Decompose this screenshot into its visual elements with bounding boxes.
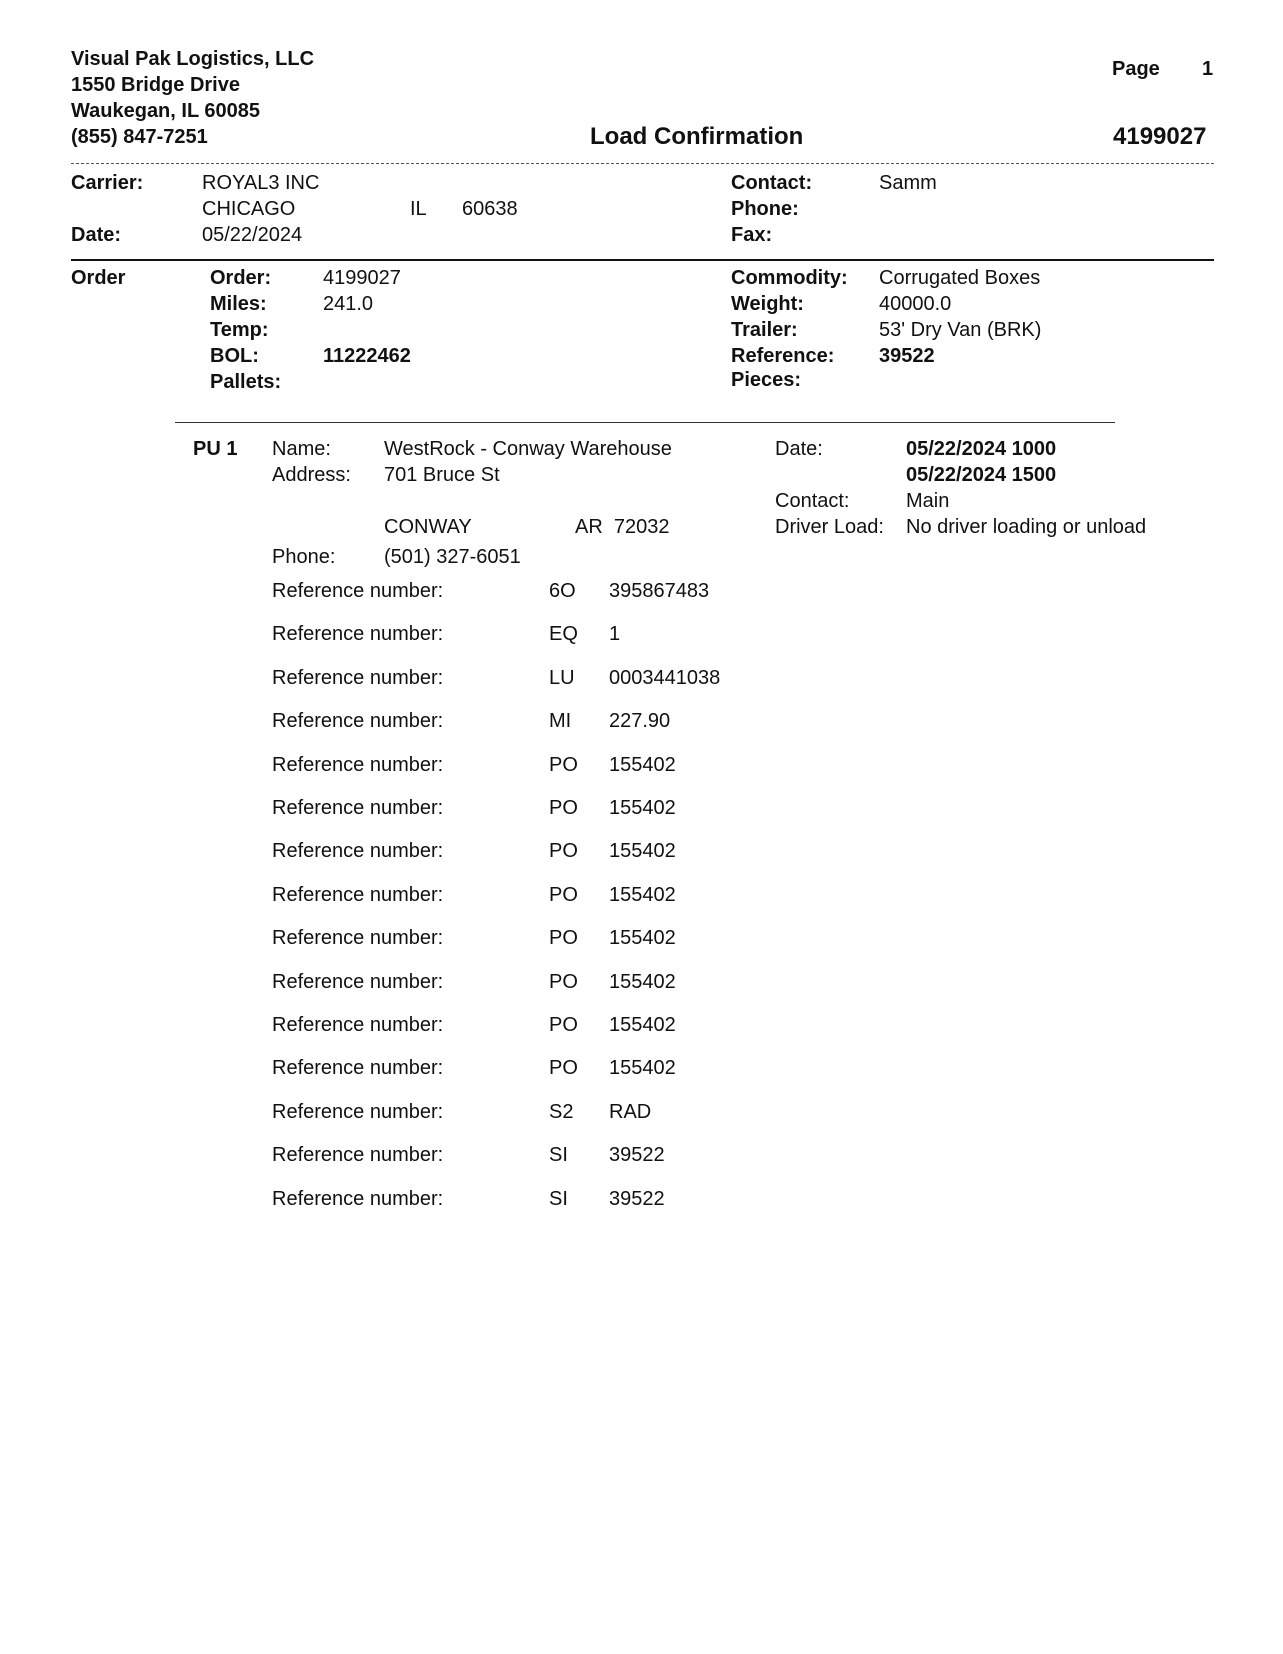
reference-row-value: 155402	[609, 1057, 676, 1079]
reference-row-label: Reference number:	[272, 884, 444, 906]
driver-load-value: No driver loading or unload	[906, 516, 1147, 538]
reference-row-label: Reference number:	[272, 754, 444, 776]
pickup-contact-label: Contact:	[775, 490, 850, 512]
reference-row-code: PO	[549, 797, 578, 819]
reference-row-code: LU	[549, 667, 575, 689]
reference-row-code: PO	[549, 840, 578, 862]
pickup-name-label: Name:	[272, 438, 331, 460]
commodity-value: Corrugated Boxes	[879, 267, 1041, 289]
reference-row-value: 155402	[609, 754, 676, 776]
reference-row-code: SI	[549, 1188, 568, 1210]
reference-row-code: SI	[549, 1144, 568, 1166]
reference-row-label: Reference number:	[272, 580, 444, 602]
reference-row-label: Reference number:	[272, 1014, 444, 1036]
page-number: 1	[1202, 58, 1214, 80]
pickup-name: WestRock - Conway Warehouse	[384, 438, 672, 460]
reference-row-code: PO	[549, 754, 578, 776]
trailer-label: Trailer:	[731, 319, 798, 341]
reference-row-label: Reference number:	[272, 1188, 444, 1210]
reference-row-code: S2	[549, 1101, 574, 1123]
reference-row-label: Reference number:	[272, 623, 444, 645]
reference-row-label: Reference number:	[272, 710, 444, 732]
pickup-date-label: Date:	[775, 438, 823, 460]
weight-label: Weight:	[731, 293, 804, 315]
fax-label: Fax:	[731, 224, 773, 246]
reference-row-value: 39522	[609, 1144, 665, 1166]
company-name: Visual Pak Logistics, LLC	[71, 48, 315, 70]
reference-row-label: Reference number:	[272, 797, 444, 819]
reference-row-label: Reference number:	[272, 1057, 444, 1079]
miles-label: Miles:	[210, 293, 267, 315]
reference-row-value: 0003441038	[609, 667, 721, 689]
commodity-label: Commodity:	[731, 267, 848, 289]
order-divider	[175, 422, 1115, 423]
pieces-label: Pieces:	[731, 369, 802, 391]
company-phone: (855) 847-7251	[71, 126, 208, 148]
company-address: 1550 Bridge Drive	[71, 74, 240, 96]
driver-load-label: Driver Load:	[775, 516, 884, 538]
reference-row-label: Reference number:	[272, 667, 444, 689]
carrier-state: IL	[410, 198, 427, 220]
reference-row-code: 6O	[549, 580, 576, 602]
carrier-zip: 60638	[462, 198, 518, 220]
reference-row-value: 155402	[609, 971, 676, 993]
pickup-address-label: Address:	[272, 464, 351, 486]
reference-row-label: Reference number:	[272, 1101, 444, 1123]
weight-value: 40000.0	[879, 293, 952, 315]
reference-row-value: 155402	[609, 884, 676, 906]
carrier-name: ROYAL3 INC	[202, 172, 320, 194]
reference-row-value: 155402	[609, 797, 676, 819]
reference-label: Reference:	[731, 345, 835, 367]
reference-row-value: RAD	[609, 1101, 652, 1123]
reference-row-code: PO	[549, 1057, 578, 1079]
reference-row-label: Reference number:	[272, 1144, 444, 1166]
reference-row-code: MI	[549, 710, 572, 732]
carrier-date: 05/22/2024	[202, 224, 303, 246]
reference-row-value: 155402	[609, 1014, 676, 1036]
phone-label: Phone:	[731, 198, 799, 220]
carrier-label: Carrier:	[71, 172, 144, 194]
reference-row-value: 395867483	[609, 580, 710, 602]
doc-number: 4199027	[1113, 123, 1207, 150]
reference-row-value: 155402	[609, 840, 676, 862]
trailer-value: 53' Dry Van (BRK)	[879, 319, 1042, 341]
pickup-date-to: 05/22/2024 1500	[906, 464, 1057, 486]
header-divider	[71, 163, 1214, 164]
pickup-state-zip: AR 72032	[575, 516, 670, 538]
reference-row-code: EQ	[549, 623, 578, 645]
reference-row-value: 155402	[609, 927, 676, 949]
reference-row-label: Reference number:	[272, 971, 444, 993]
stop-label: PU 1	[193, 438, 238, 460]
reference-row-value: 39522	[609, 1188, 665, 1210]
order-section-label: Order	[71, 267, 126, 289]
carrier-contact: Samm	[879, 172, 937, 194]
pickup-phone: (501) 327-6051	[384, 546, 521, 568]
date-label: Date:	[71, 224, 122, 246]
pallets-label: Pallets:	[210, 371, 282, 393]
pickup-city: CONWAY	[384, 516, 472, 538]
doc-title: Load Confirmation	[590, 123, 804, 150]
order-value: 4199027	[323, 267, 401, 289]
order-label: Order:	[210, 267, 272, 289]
pickup-phone-label: Phone:	[272, 546, 336, 568]
temp-label: Temp:	[210, 319, 269, 341]
bol-label: BOL:	[210, 345, 259, 367]
reference-row-label: Reference number:	[272, 840, 444, 862]
reference-row-value: 227.90	[609, 710, 671, 732]
reference-row-code: PO	[549, 971, 578, 993]
reference-row-code: PO	[549, 927, 578, 949]
page-label: Page	[1112, 58, 1160, 80]
reference-row-code: PO	[549, 1014, 578, 1036]
reference-row-value: 1	[609, 623, 621, 645]
bol-value: 11222462	[323, 345, 411, 367]
pickup-date-from: 05/22/2024 1000	[906, 438, 1057, 460]
pickup-contact: Main	[906, 490, 950, 512]
carrier-divider	[71, 259, 1214, 261]
contact-label: Contact:	[731, 172, 813, 194]
miles-value: 241.0	[323, 293, 374, 315]
company-city-state-zip: Waukegan, IL 60085	[71, 100, 260, 122]
carrier-city: CHICAGO	[202, 198, 296, 220]
reference-value: 39522	[879, 345, 935, 367]
pickup-address: 701 Bruce St	[384, 464, 500, 486]
reference-row-code: PO	[549, 884, 578, 906]
reference-row-label: Reference number:	[272, 927, 444, 949]
